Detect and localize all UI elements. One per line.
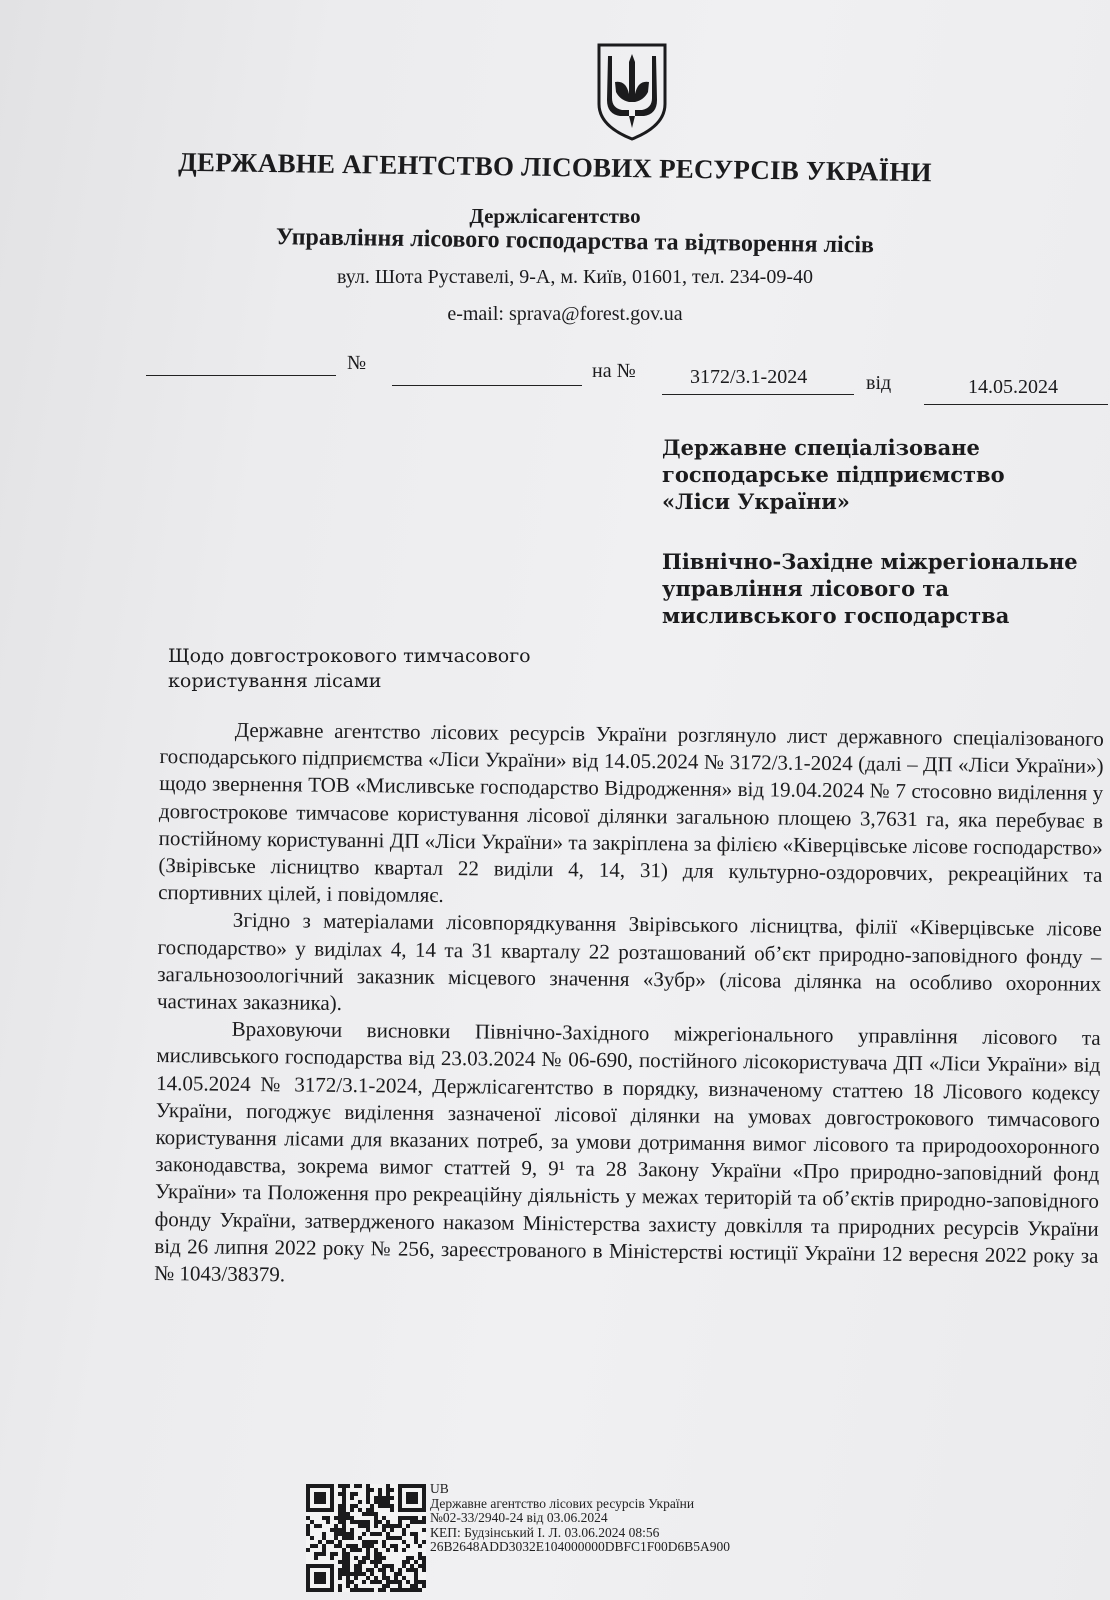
- addressee-2-line-1: Північно-Західне міжрегіональне: [662, 549, 1078, 574]
- letter-subject: [168, 644, 568, 694]
- in-reply-from-label: від: [866, 372, 892, 394]
- outgoing-date-line: [146, 375, 336, 376]
- addressee-2: [662, 548, 1078, 629]
- subject-line-2: користування лісами: [168, 670, 382, 692]
- addressee-1-line-2: господарське підприємство: [662, 462, 1005, 487]
- addressee-1-line-1: Державне спеціалізоване: [662, 435, 980, 460]
- trident-coat-of-arms-icon: [596, 42, 668, 142]
- outgoing-number-line: [392, 385, 582, 386]
- addressee-1: [662, 434, 1005, 515]
- in-reply-number: 3172/3.1-2024: [690, 366, 808, 388]
- body-paragraph-2: Згідно з матеріалами лісовпорядкування Звірівського лісництва, філії «Ківерцівське лісове господарство» у виділах 4, 14 та 31 кварталу 22 розташований об’єкт природно-заповідного фонду – загальнозоологічний заказник місцевого значення «Зубр» (лісова ділянка на особливо охоронних частинах заказника).: [156, 908, 1102, 1015]
- in-reply-date: 14.05.2024: [968, 376, 1058, 398]
- body-paragraph-3: Враховуючи висновки Північно-Західного міжрегіонального управління лісового та мисливського господарства від 23.03.2024 № 06-690, постійного лісокористувача ДП «Ліси України» від 14.05.2024 № 3172/3.1-2024, Держлісагентство в порядку, визначеному статтею 18 Лісового кодексу України, погоджує виділення зазначеної лісової ділянки на умовах довгострокового тимчасового користування лісами для вказаних потреб, за умови дотримання вимог лісового та природоохоронного законодавства, зокрема вимог статтей 9, 9¹ та 28 Закону України «Про природно-заповідний фонд України» та Положення про рекреаційну діяльність у межах територій та об’єктів природно-заповідного фонду України, затвердженого наказом Міністерства захисту довкілля та природних ресурсів України від 26 липня 2022 року № 256, зареєстрованого в Міністерстві юстиції України 12 вересня 2022 року за № 1043/38379.: [154, 1017, 1101, 1287]
- agency-address: вул. Шота Руставелі, 9-А, м. Київ, 01601, тел. 234-09-40: [337, 266, 813, 288]
- stamp-line-2: Державне агентство лісових ресурсів України: [430, 1495, 695, 1511]
- in-reply-number-line: [662, 394, 854, 395]
- stamp-line-1: UB: [430, 1481, 449, 1496]
- letter-body: [154, 716, 1104, 1297]
- in-reply-date-line: [924, 404, 1108, 405]
- stamp-line-4: КЕП: Будзінський І. Л. 03.06.2024 08:56: [430, 1524, 660, 1540]
- stamp-line-3: №02-33/2940-24 від 03.06.2024: [430, 1510, 608, 1525]
- agency-email: e-mail: sprava@forest.gov.ua: [447, 303, 683, 325]
- agency-name: ДЕРЖАВНЕ АГЕНТСТВО ЛІСОВИХ РЕСУРСІВ УКРАЇНИ: [178, 146, 932, 188]
- body-paragraph-1: Державне агентство лісових ресурсів України розглянуло лист державного спеціалізованого господарського підприємства «Ліси України» від 14.05.2024 № 3172/3.1-2024 (далі – ДП «Ліси України») щодо звернення ТОВ «Мисливське господарство Відродження» від 19.04.2024 № 7 стосовно виділення у довгострокове тимчасове користування лісової ділянки загальною площею 3,7631 га, яка перебуває в постійному користуванні ДП «Ліси України» та закріплена за філією «Ківерцівське лісове господарство» (Звірівське лісництво квартал 22 виділи 4, 14, 31) для культурно-оздоровчих, рекреаційних та спортивних цілей, і повідомляє.: [158, 717, 1104, 908]
- addressee-2-line-2: управління лісового та: [662, 576, 950, 601]
- agency-short-name: Держлісагентство: [469, 204, 641, 228]
- stamp-line-5: 26B2648ADD3032E104000000DBFC1F00D6B5A900: [430, 1539, 731, 1554]
- addressee-2-line-3: мисливського господарства: [662, 603, 1010, 628]
- outgoing-number-label: №: [347, 352, 367, 374]
- addressee-1-line-3: «Ліси України»: [662, 489, 850, 514]
- qr-code-icon: [306, 1484, 426, 1592]
- e-signature-stamp: [430, 1482, 730, 1555]
- in-reply-label: на №: [592, 360, 636, 382]
- department-name: Управління лісового господарства та відтворення лісів: [275, 224, 875, 259]
- subject-line-1: Щодо довгострокового тимчасового: [168, 645, 531, 667]
